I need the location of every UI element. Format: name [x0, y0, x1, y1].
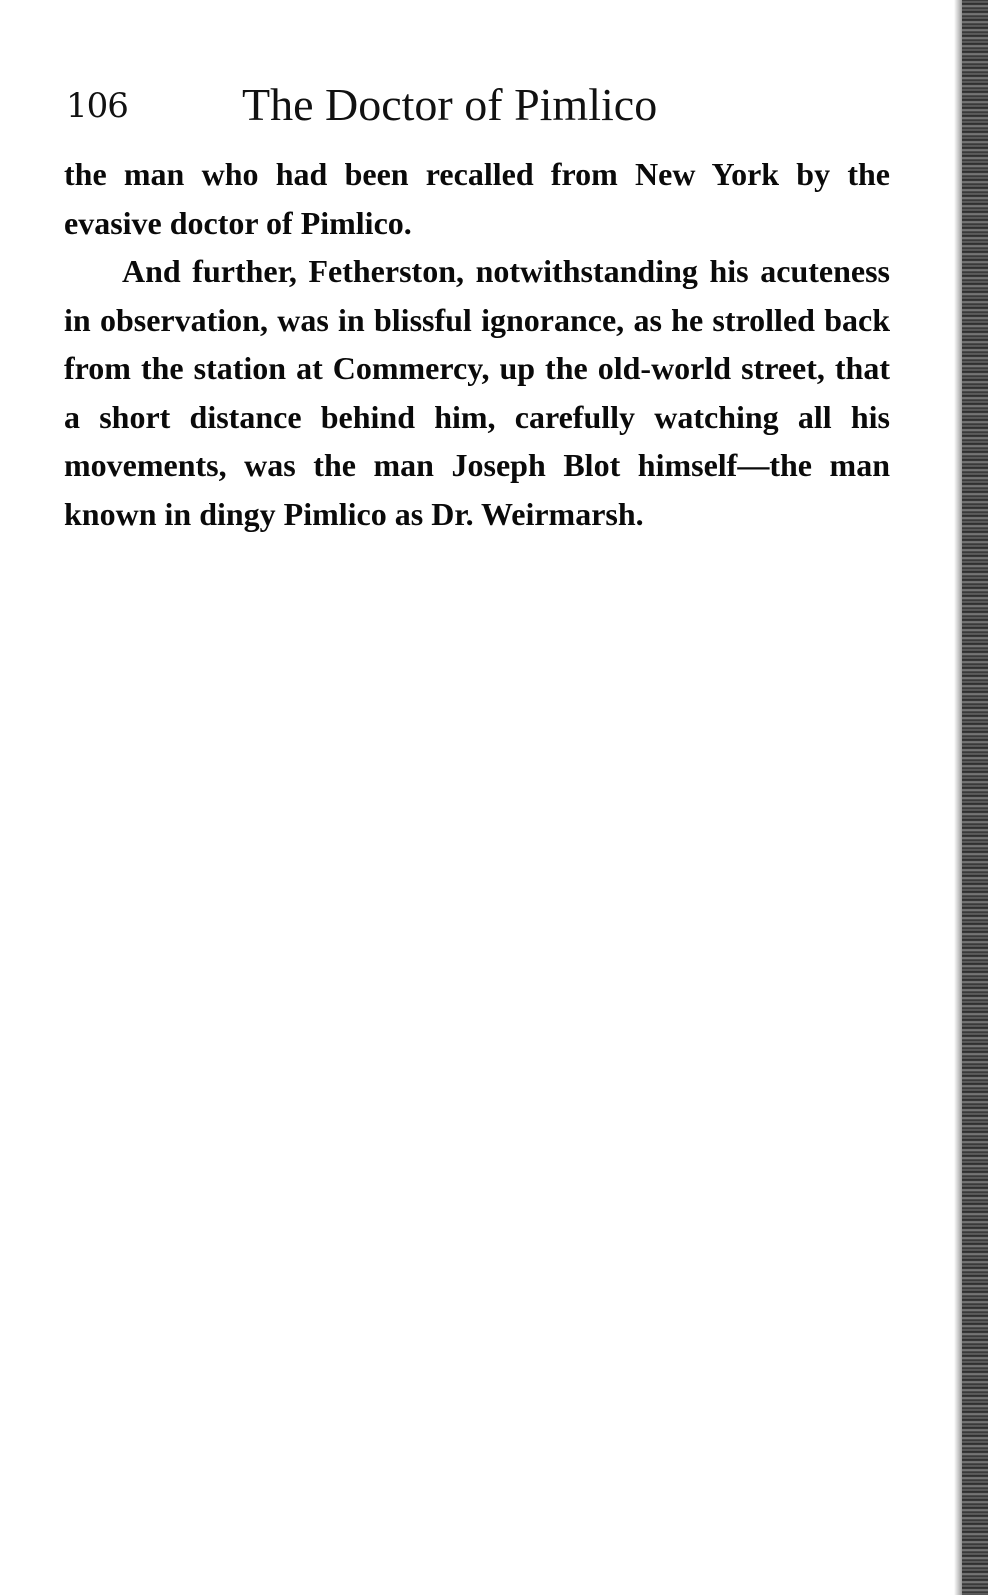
paragraph: And further, Fetherston, notwithstanding his acuteness in observation, was in blissful ignorance, as he strolled back from the station at Commercy, up the old-world street, that a short distance behind him, carefully watching all his movements, was the man Joseph Blot himself—the man known in dingy Pimlico as Dr. Weirmarsh.	[64, 253, 890, 532]
running-title: The Doctor of Pimlico	[242, 79, 658, 130]
paragraph-continued: the man who had been recalled from New York by the evasive doctor of Pimlico.	[64, 156, 890, 241]
page-number: 106	[66, 86, 128, 126]
body-text	[64, 150, 890, 538]
page-edge-shadow	[962, 0, 988, 1595]
running-header	[66, 78, 896, 138]
